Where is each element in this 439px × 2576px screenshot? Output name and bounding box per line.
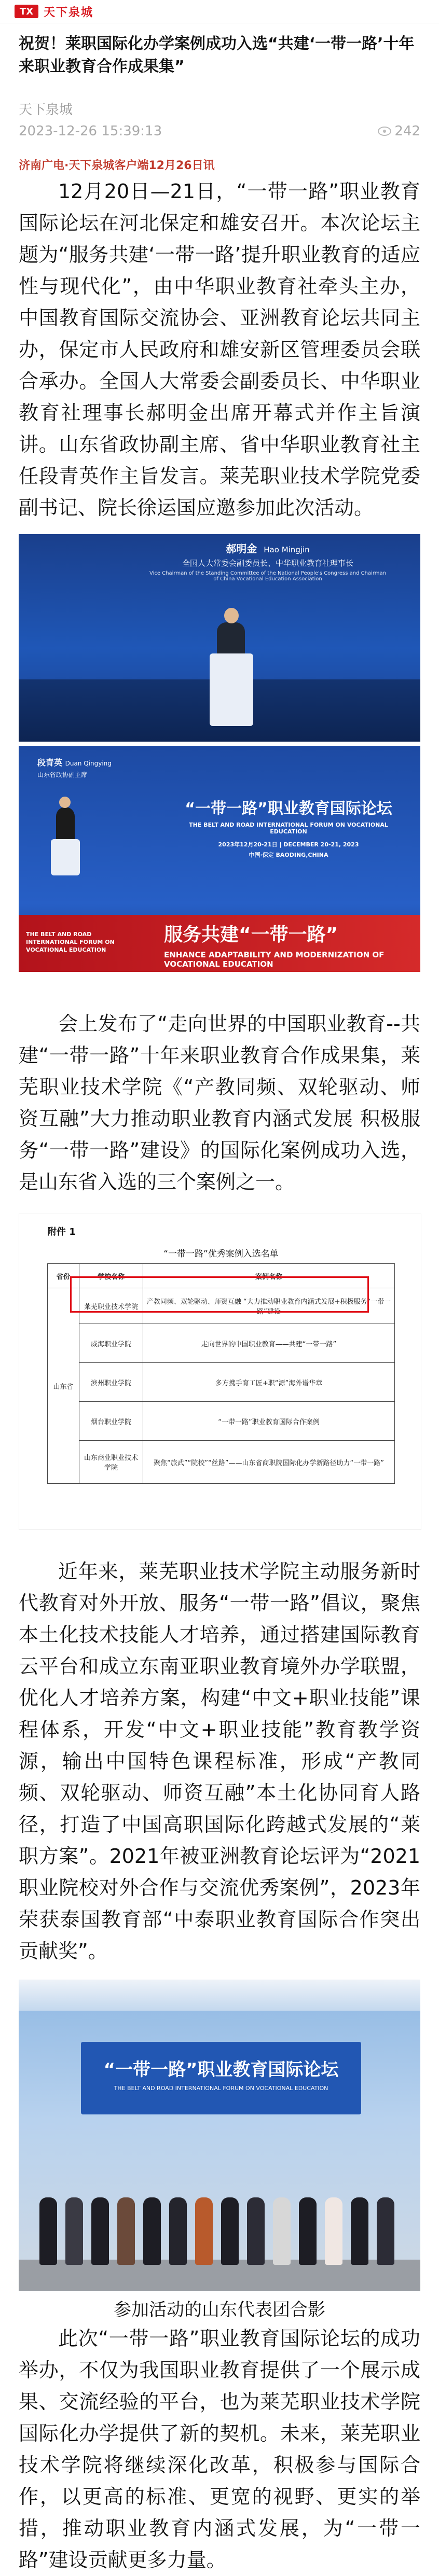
group-photo-caption: 参加活动的山东代表团合影	[114, 2300, 325, 2320]
paragraph-1: 12月20日—21日，“一带一路”职业教育国际论坛在河北保定和雄安召开。本次论坛主题为“服务共建‘一带一路’提升职业教育的适应性与现代化”，由中华职业教育社牵头主办，中国教育国际交流协会、亚洲教育论坛共同主办，保定市人民政府和雄安新区管理委员会联合承办。全国人大常委会副委员长、中华职业教育社理事长郝明金出席开幕式并作主旨演讲。山东省政协副主席、省中华职业教育社主任段青英作主旨发言。莱芜职业技术学院党委副书记、院长徐运国应邀参加此次活动。	[19, 180, 420, 519]
top-bar	[0, 0, 439, 23]
doc-attachment-label: 附件 1	[47, 1227, 76, 1237]
article-timestamp: 2023-12-26 15:39:13	[19, 123, 162, 139]
forum-logo-text: THE BELT AND ROAD INTERNATIONAL FORUM ON VOCATIONAL EDUCATION	[26, 931, 115, 953]
table-row: 山东省 莱芜职业技术学院 产教同频、双轮驱动、师资互融 “大力推动职业教育内涵式发展+积极服务“一带一路”建设	[48, 1288, 395, 1324]
forum-screen: “一带一路”职业教育国际论坛 THE BELT AND ROAD INTERNATIONAL FORUM ON VOCATIONAL EDUCATION 2023年12月20-21日 | DECEMBER 20-21, 2023 中国·保定 BAODING,CHINA	[185, 800, 392, 858]
article-author[interactable]: 天下泉城	[19, 102, 73, 118]
photo-group[interactable]	[19, 1980, 420, 2291]
article-header	[0, 23, 439, 139]
speaker-caption	[148, 540, 387, 582]
photo-keynote-speaker[interactable]	[19, 534, 420, 742]
site-logo[interactable]	[15, 4, 93, 20]
speaker2-caption: 段青英 Duan Qingying 山东省政协副主席	[37, 758, 112, 778]
news-source: 济南广电·天下泉城客户端12月26日讯	[19, 159, 215, 172]
case-list-document[interactable]	[19, 1214, 421, 1530]
view-count	[378, 123, 420, 139]
paragraph-2: 会上发布了“走向世界的中国职业教育--共建“一带一路”十年来职业教育合作成果集，莱芜职业技术学院《“产教同频、双轮驱动、师资互融”大力推动职业教育内涵式发展 积极服务“一带一路”建设》的国际化案例成功入选，是山东省入选的三个案例之一。	[19, 1012, 420, 1193]
speaker-title: 全国人大常委会副委员长、中华职业教育社理事长	[182, 559, 353, 568]
podium	[210, 653, 253, 726]
table-row: 山东商业职业技术学院 聚焦“旅武”“院校”“丝路”——山东省商职院国际化办学新路径助力“一带一路”	[48, 1441, 395, 1484]
table-header-row: 省份 学校名称 案例名称	[48, 1264, 395, 1288]
table-row: 威海职业学院 走向世界的中国职业教育——共建“一带一路”	[48, 1324, 395, 1363]
view-count-value: 242	[394, 123, 420, 139]
table-row: 烟台职业学院 “一带一路”职业教育国际合作案例	[48, 1402, 395, 1441]
eye-icon	[378, 127, 391, 136]
paragraph-4: 此次“一带一路”职业教育国际论坛的成功举办，不仅为我国职业教育提供了一个展示成果、交流经验的平台，也为莱芜职业技术学院国际化办学提供了新的契机。未来，莱芜职业技术学院将继续深化改革，积极参与国际合作，以更高的标准、更宽的视野、更实的举措，推动职业教育内涵式发展，为“一带一路”建设贡献更多力量。	[19, 2327, 420, 2571]
speaker-title-en: Vice Chairman of the Standing Committee of the National People's Congress and Chairman of China Vocational Education Association	[149, 570, 386, 582]
podium2	[51, 839, 80, 875]
forum-backdrop: “一带一路”职业教育国际论坛 THE BELT AND ROAD INTERNATIONAL FORUM ON VOCATIONAL EDUCATION	[81, 2042, 361, 2114]
highlight-box	[70, 1276, 369, 1313]
article-title: 祝贺！莱职国际化办学案例成功入选“共建‘一带一路’十年来职业教育合作成果集”	[19, 35, 415, 76]
photo-second-speaker[interactable]	[19, 746, 420, 972]
speaker2-head	[59, 797, 71, 808]
forum-banner	[19, 915, 420, 972]
banner-sub-text: ENHANCE ADAPTABILITY AND MODERNIZATION OF VOCATIONAL EDUCATION	[164, 950, 385, 969]
province-cell: 山东省	[48, 1288, 79, 1484]
ceiling	[19, 1980, 420, 2011]
logo-mark-icon: TX	[15, 5, 38, 18]
logo-text: 天下泉城	[44, 6, 94, 19]
speaker2-figure	[56, 807, 75, 843]
speaker-name: 郝明金 Hao Mingjin	[226, 542, 310, 555]
banner-main-text: 服务共建“一带一路”	[164, 924, 338, 945]
meta-row	[19, 123, 420, 139]
paragraph-3: 近年来，莱芜职业技术学院主动服务新时代教育对外开放、服务“一带一路”倡议，聚焦本土化技术技能人才培养，通过搭建国际教育云平台和成立东南亚职业教育境外办学联盟，优化人才培养方案，构建“中文+职业技能”课程体系，开发“中文+职业技能”教育教学资源，输出中国特色课程标准，形成“产教同频、双轮驱动、师资互融”本土化协同育人路径，打造了中国高职国际化跨越式发展的“莱职方案”。2021年被亚洲教育论坛评为“2021职业院校对外合作与交流优秀案例”，2023年荣获泰国教育部“中泰职业教育国际合作突出贡献奖”。	[19, 1560, 420, 1962]
table-row: 滨州职业学院 多方携手育工匠+职“源”海外谱华章	[48, 1363, 395, 1402]
speaker-head	[224, 608, 239, 623]
doc-heading: “一带一路”优秀案例入选名单	[163, 1249, 279, 1259]
